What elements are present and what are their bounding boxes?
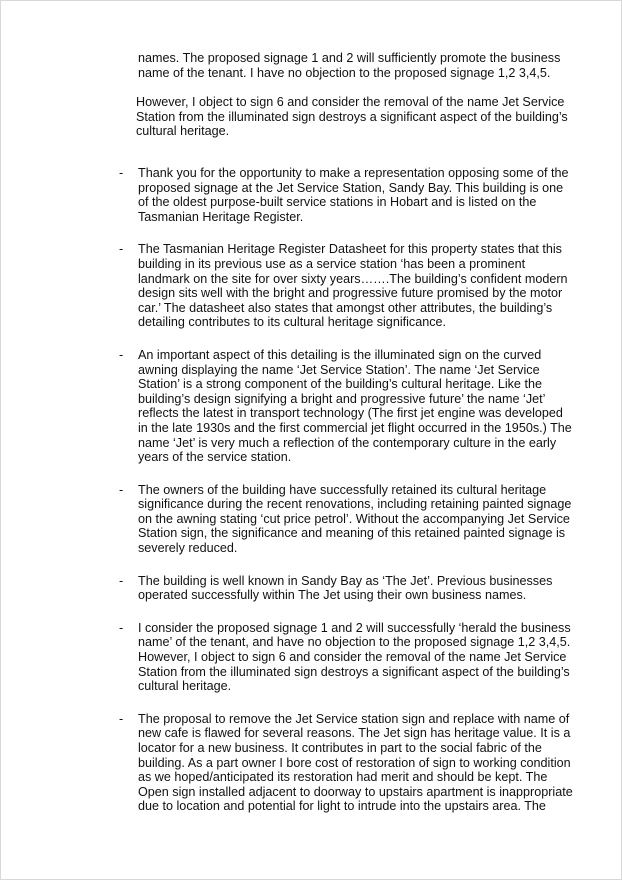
bullet-text: The building is well known in Sandy Bay as ‘The Jet’. Previous businesses operated successfully within The Jet using their own business names.	[138, 573, 553, 603]
bullet-text: The Tasmanian Heritage Register Datasheet for this property states that this building in its previous use as a service station ‘has been a prominent landmark on the site for over sixty years…….The building’s confident modern design sits well with the bright and progressive future promised by the motor car.’ The datasheet also states that amongst other attributes, the building’s detailing contributes to its cultural heritage significance.	[138, 242, 568, 330]
bullet-marker: -	[119, 482, 124, 497]
bullet-item	[1, 242, 622, 330]
bullet-marker: -	[119, 620, 124, 635]
bullet-marker: -	[119, 242, 124, 257]
bullet-text: The owners of the building have successfully retained its cultural heritage significance during the recent renovations, including retaining painted signage on the awning stating ‘cut price petrol’. Without the accompanying Jet Service Station sign, the significance and meaning of this retained painted signage is severely reduced.	[138, 482, 572, 556]
intro-paragraph: However, I object to sign 6 and consider the removal of the name Jet Service Station from the illuminated sign destroys a significant aspect of the building’s cultural heritage.	[136, 95, 568, 139]
bullet-marker: -	[119, 573, 124, 588]
bullet-item	[1, 621, 622, 694]
bullet-text: The proposal to remove the Jet Service station sign and replace with name of new cafe is flawed for several reasons. The Jet sign has heritage value. It is a locator for a new business. It contributes in part to the social fabric of the building. As a part owner I bore cost of restoration of sign to working condition as we hoped/anticipated its restoration had merit and should be kept. The Open sign installed adjacent to doorway to upstairs apartment is inappropriate due to location and potential for light to intrude into the upstairs area. The	[138, 711, 573, 814]
bullet-item	[1, 483, 622, 556]
bullet-list	[1, 166, 622, 832]
bullet-item	[1, 348, 622, 465]
bullet-marker: -	[119, 711, 124, 726]
bullet-text: I consider the proposed signage 1 and 2 will successfully ‘herald the business name’ of the tenant, and have no objection to the proposed signage 1,2 3,4,5. However, I object to sign 6 and consider the removal of the name Jet Service Station from the illuminated sign destroys a significant aspect of the building’s cultural heritage.	[138, 620, 571, 694]
bullet-text: An important aspect of this detailing is the illuminated sign on the curved awning displaying the name ‘Jet Service Station’. The name ‘Jet Service Station’ is a strong component of the building’s cultural heritage. Like the building’s design signifying a bright and progressive future’ the name ‘Jet’ reflects the latest in transport technology (The first jet engine was developed in the late 1930s and the first commercial jet flight occurred in the 1950s.) The name ‘Jet’ is very much a reflection of the contemporary culture in the early years of the service station.	[138, 347, 572, 465]
bullet-text: Thank you for the opportunity to make a representation opposing some of the proposed signage at the Jet Service Station, Sandy Bay. This building is one of the oldest purpose-built service stations in Hobart and is listed on the Tasmanian Heritage Register.	[138, 166, 569, 224]
bullet-marker: -	[119, 347, 124, 362]
bullet-marker: -	[119, 166, 124, 180]
bullet-item	[1, 574, 622, 603]
bullet-item	[1, 166, 622, 224]
intro-paragraph: names. The proposed signage 1 and 2 will sufficiently promote the business name of the tenant. I have no objection to the proposed signage 1,2 3,4,5.	[138, 51, 561, 80]
bullet-item	[1, 712, 622, 814]
